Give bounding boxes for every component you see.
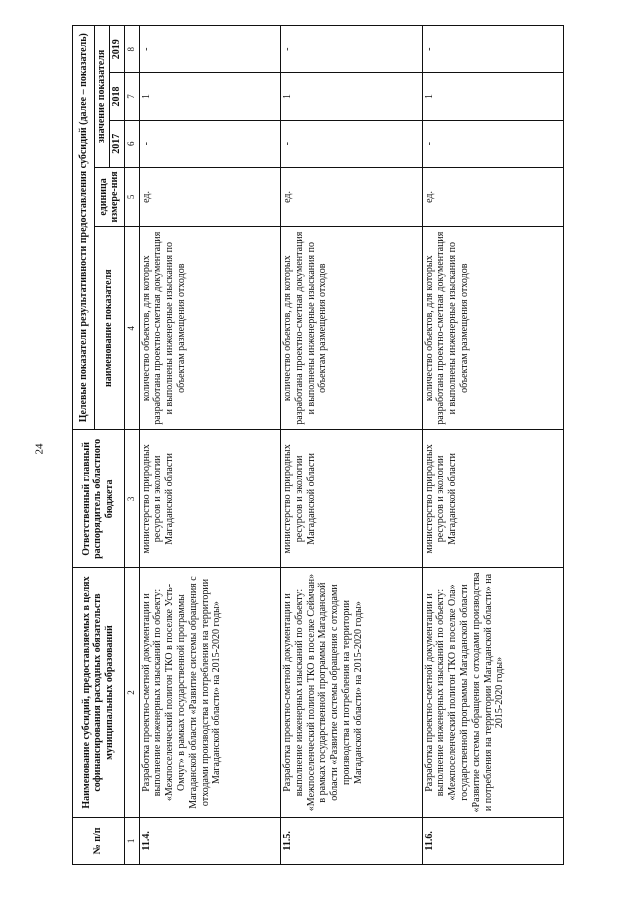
unit: ед. [139,167,280,226]
column-number: 2 [124,568,139,817]
value-2017: - [281,120,422,167]
column-number: 7 [124,73,139,120]
header-subsidy-name: Наименование субсидий, предоставляемых в целях софинансирования расходных обязательств муниципальных образований [73,568,125,817]
subsidy-table [72,25,564,865]
row-number: 11.5. [281,817,422,864]
row-number: 11.6. [422,817,563,864]
subsidy-name: Разработка проектно-сметной документации и выполнение инженерных изысканий по объекту: «Межпоселенческий полигон ТКО в поселке Усть-Омчуг» в рамках государственной программы Магаданской области «Развитие системы обращения с отходами производства и потребления на территории Магаданской области» на 2015-2020 годы» [139,568,280,817]
table-row [281,26,422,865]
table-row [139,26,280,865]
responsible-body: министерство природных ресурсов и экологии Магаданской области [422,430,563,568]
value-2018: 1 [139,73,280,120]
responsible-body: министерство природных ресурсов и экологии Магаданской области [281,430,422,568]
unit: ед. [281,167,422,226]
row-number: 11.4. [139,817,280,864]
value-2017: - [139,120,280,167]
value-2018: 1 [281,73,422,120]
header-indicators-group: Целевые показатели результативности предоставления субсидий (далее – показатель) [73,26,95,430]
header-unit: единица измере-ния [95,167,125,226]
indicator-name: количество объектов, для которых разработана проектно-сметная документация и выполнены инженерные изыскания по объектам размещения отходов [281,226,422,430]
header-year-2019: 2019 [109,26,124,73]
indicator-name: количество объектов, для которых разработана проектно-сметная документация и выполнены инженерные изыскания по объектам размещения отходов [139,226,280,430]
subsidy-name: Разработка проектно-сметной документации и выполнение инженерных изысканий по объекту: «Межпоселенческий полигон ТКО в поселке Сеймчан» в рамках государственной программы Магаданской области «Развитие системы обращения с отходами производства и потребления на территории Магаданской области» на 2015-2020 годы» [281,568,422,817]
indicator-name: количество объектов, для которых разработана проектно-сметная документация и выполнены инженерные изыскания по объектам размещения отходов [422,226,563,430]
column-number: 4 [124,226,139,430]
column-number: 8 [124,26,139,73]
unit: ед. [422,167,563,226]
column-number: 6 [124,120,139,167]
column-number-row [124,26,139,865]
subsidy-name: Разработка проектно-сметной документации и выполнение инженерных изысканий по объекту: «Межпоселенческий полигон ТКО в поселке Ола» государственной программы Магаданской области «Развитие системы обращения с отходами производства и потребления на территории Магаданской области» на 2015-2020 годы» [422,568,563,817]
responsible-body: министерство природных ресурсов и экологии Магаданской области [139,430,280,568]
header-value-group: значение показателя [95,26,110,168]
rotated-table-sheet [72,25,564,865]
column-number: 1 [124,817,139,864]
header-indicator-name: наименование показателя [95,226,125,430]
value-2017: - [422,120,563,167]
value-2019: - [139,26,280,73]
value-2019: - [281,26,422,73]
column-number: 5 [124,167,139,226]
value-2018: 1 [422,73,563,120]
header-year-2017: 2017 [109,120,124,167]
header-responsible: Ответственный главный распорядитель областного бюджета [73,430,125,568]
page-number: 24 [33,443,46,455]
header-row-1 [73,26,95,865]
header-num: № п/п [73,817,125,864]
table-row [422,26,563,865]
header-year-2018: 2018 [109,73,124,120]
value-2019: - [422,26,563,73]
column-number: 3 [124,430,139,568]
